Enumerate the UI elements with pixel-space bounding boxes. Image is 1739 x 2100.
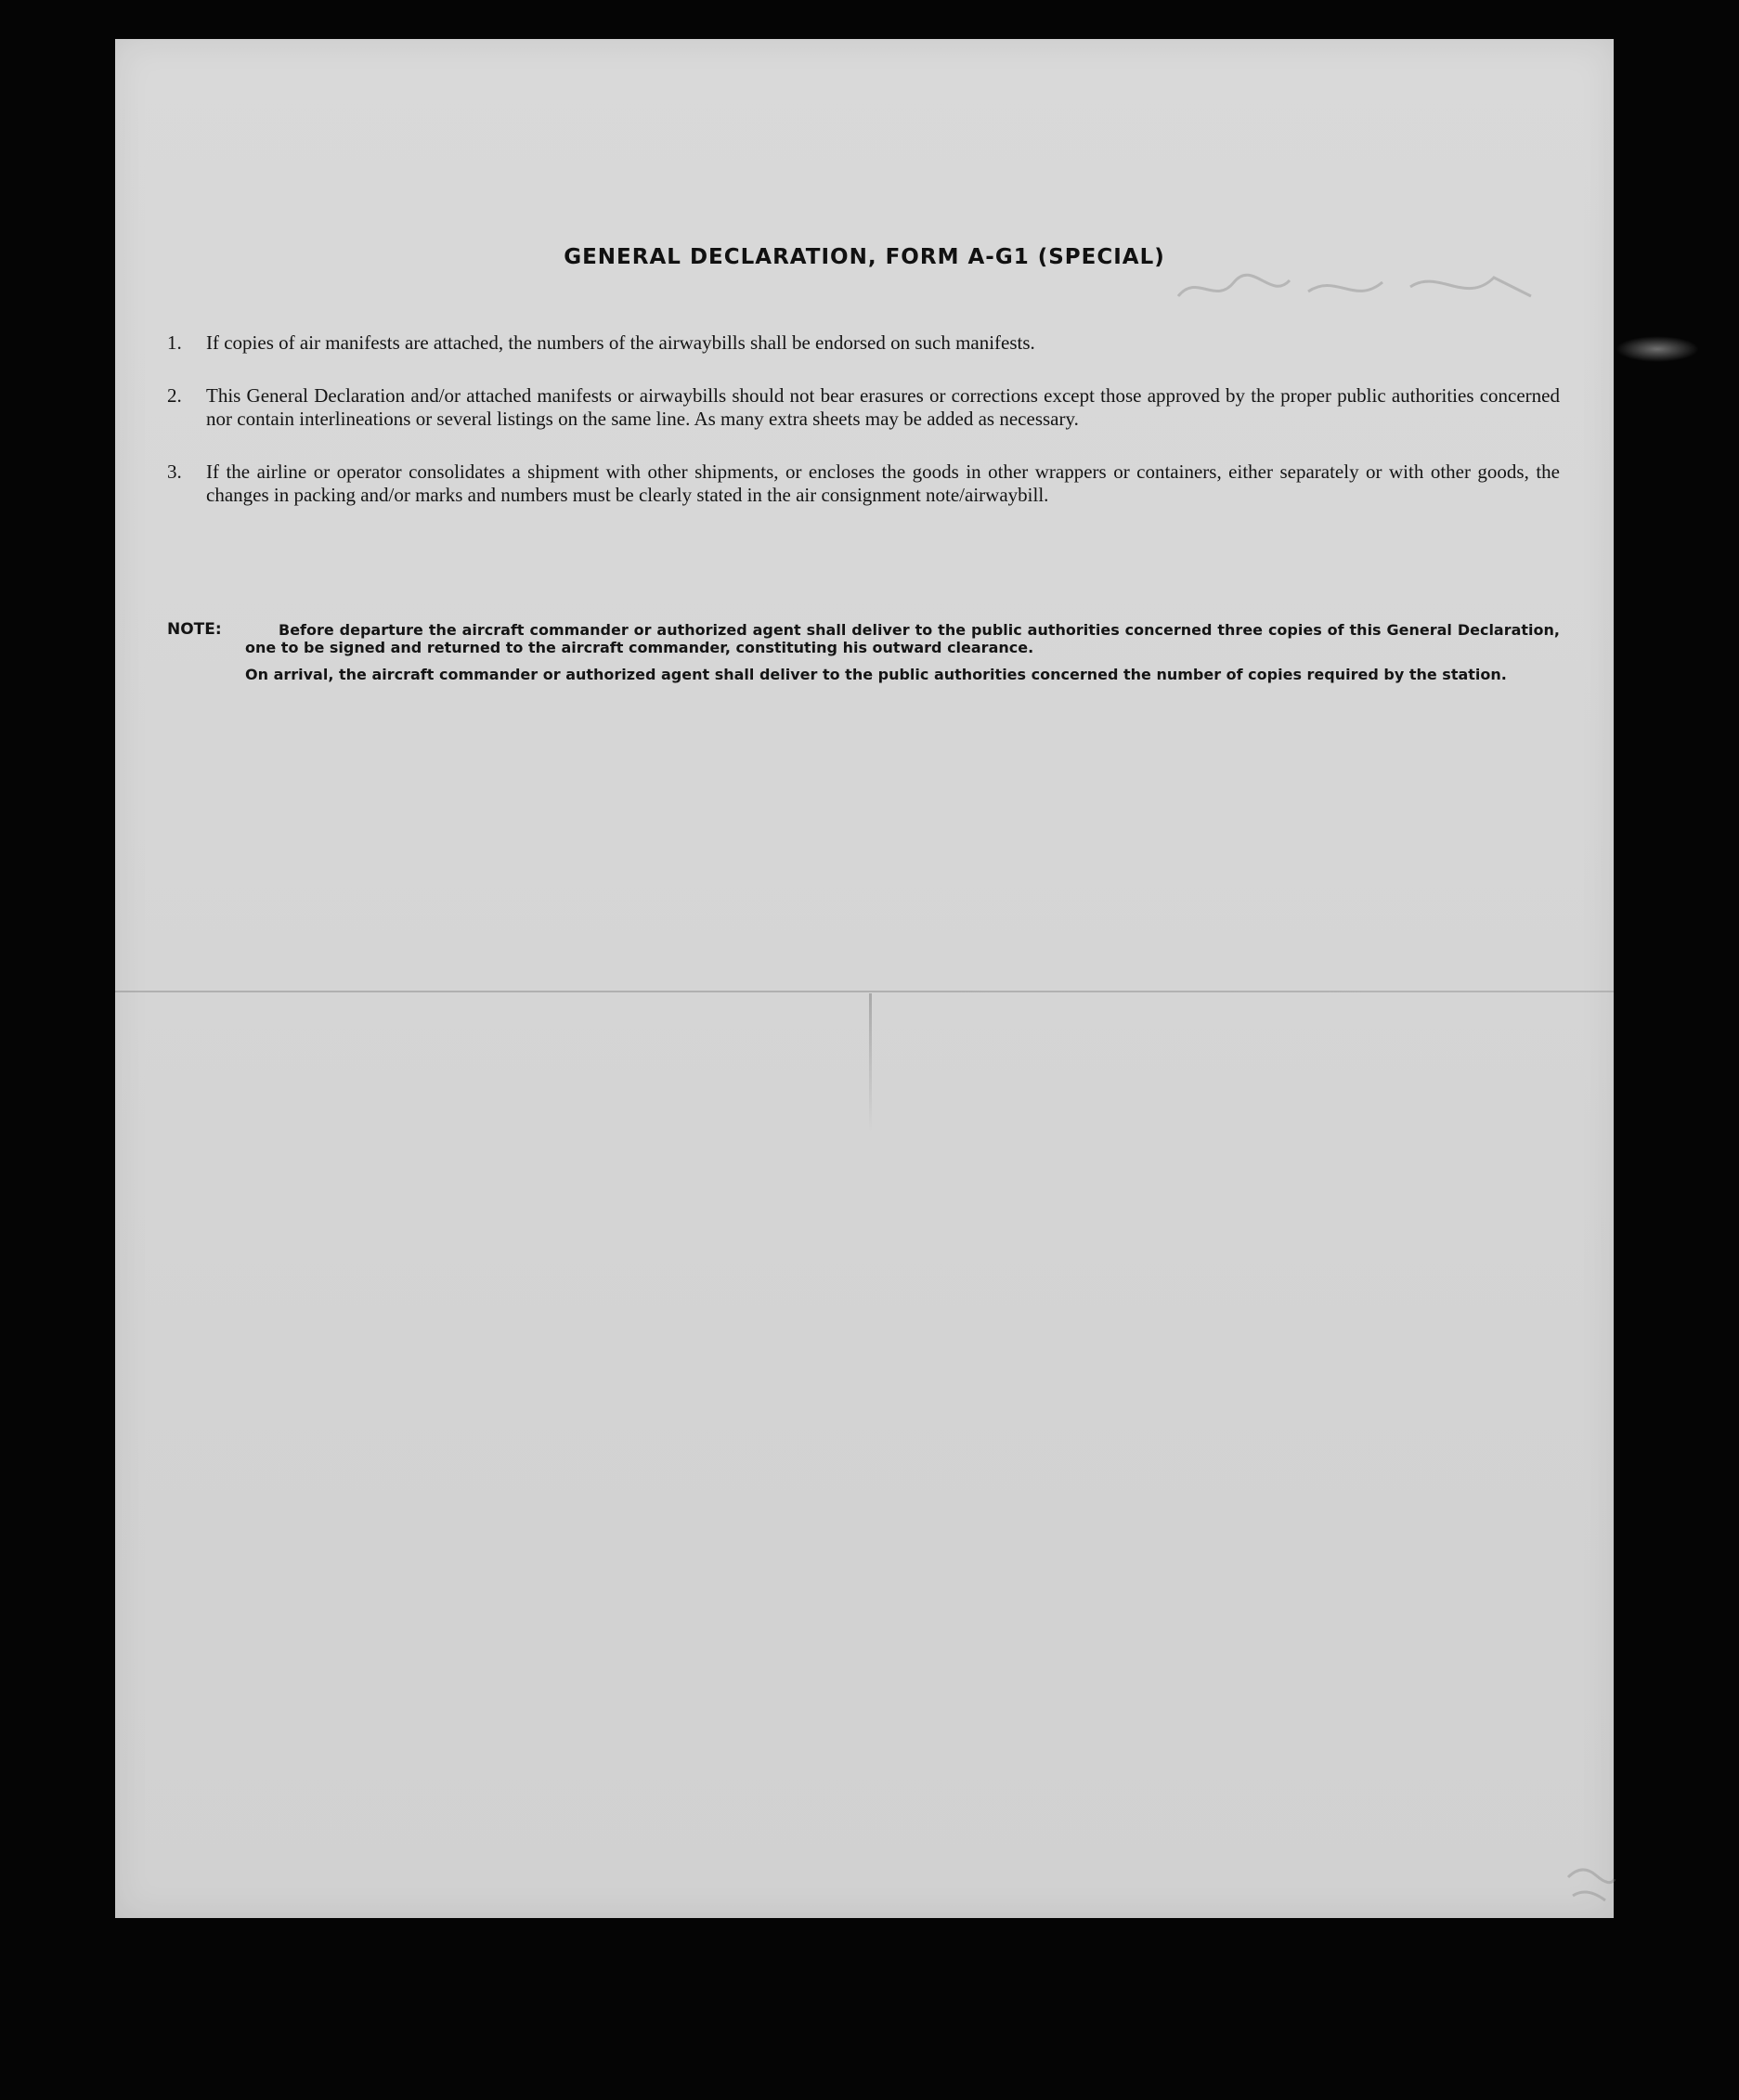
vertical-fold-crease — [869, 993, 872, 1133]
instruction-item — [167, 331, 1560, 355]
item-text: If copies of air manifests are attached, the numbers of the airwaybills shall be endorsed on such manifests. — [206, 331, 1035, 354]
note-label: NOTE: — [167, 620, 222, 639]
form-title: GENERAL DECLARATION, FORM A-G1 (SPECIAL) — [564, 245, 1165, 269]
item-number: 2. — [167, 384, 182, 407]
instruction-list — [167, 331, 1560, 537]
item-number: 3. — [167, 460, 182, 483]
note-paragraph-departure: Before departure the aircraft commander or authorized agent shall deliver to the public authorities concerned three copies of this General Declaration, one to be signed and returned to the aircraft commander, constituting his outward clearance. — [245, 621, 1560, 656]
scan-smudge — [1616, 336, 1699, 362]
item-text: If the airline or operator consolidates a shipment with other shipments, or encloses the goods in other wrappers or containers, either separately or with other goods, the changes in packing and/or marks and numbers must be clearly stated in the air consignment note/airwaybill. — [206, 460, 1560, 506]
note-section — [167, 621, 1560, 693]
instruction-item — [167, 460, 1560, 507]
horizontal-fold-crease — [115, 991, 1614, 992]
document-page — [115, 39, 1614, 1918]
note-paragraph-arrival: On arrival, the aircraft commander or authorized agent shall deliver to the public authorities concerned the number of copies required by the station. — [245, 666, 1507, 683]
instruction-item — [167, 384, 1560, 431]
item-number: 1. — [167, 331, 182, 354]
item-text: This General Declaration and/or attached manifests or airwaybills should not bear erasures or corrections except those approved by the proper public authorities concerned nor contain interlineations or several listings on the same line. As many extra sheets may be added as necessary. — [206, 384, 1560, 430]
faint-corner-mark — [1559, 1859, 1624, 1914]
